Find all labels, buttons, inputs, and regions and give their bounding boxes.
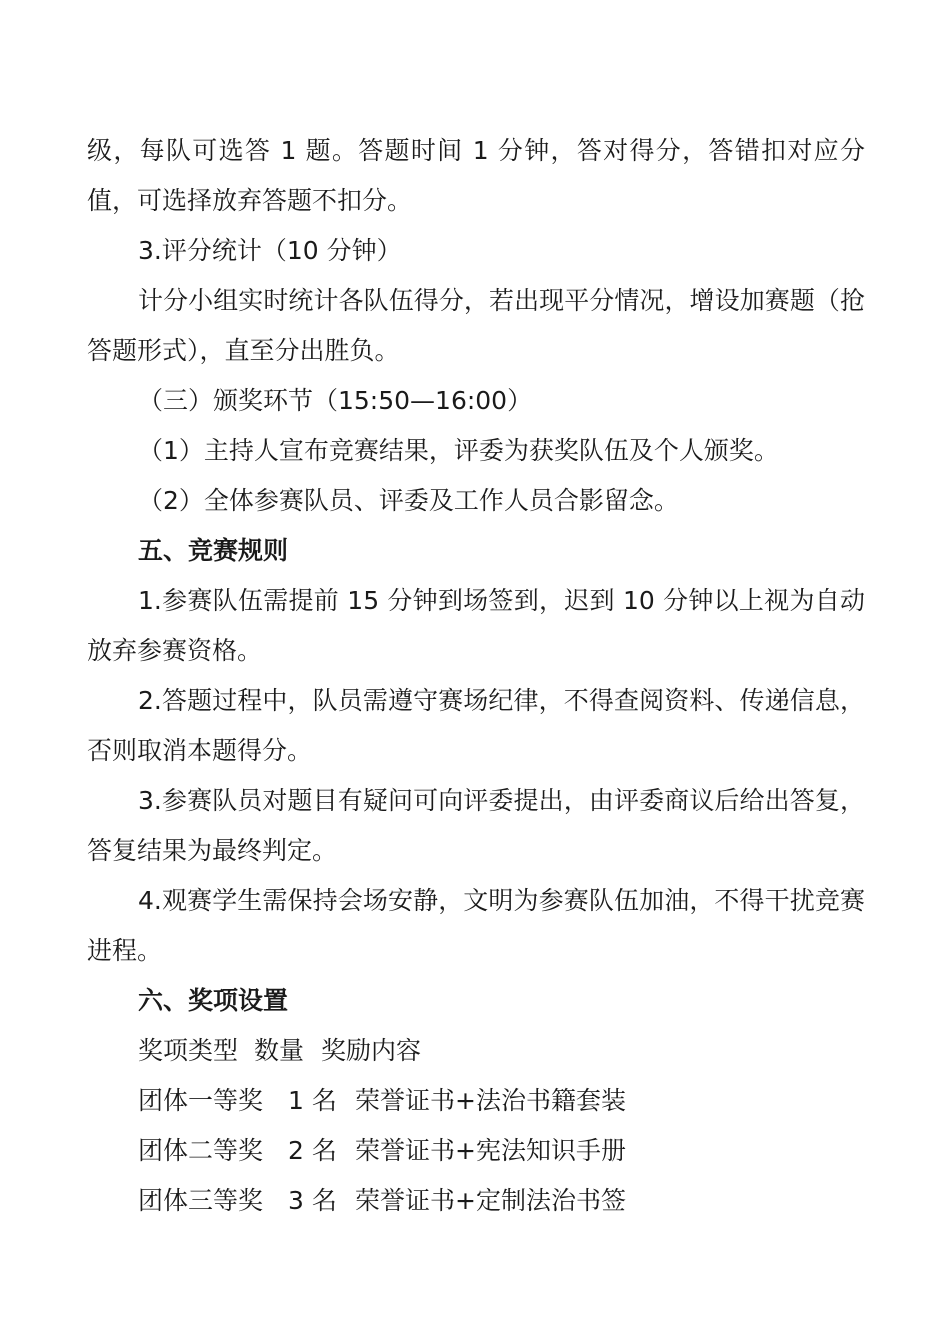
awards-header-row [87,1026,865,1076]
paragraph-award-2: （2）全体参赛队员、评委及工作人员合影留念。 [138,486,679,515]
award-row [87,1126,865,1176]
section-score-title: 3.评分统计（10 分钟） [138,236,402,265]
paragraph-award-1: （1）主持人宣布竞赛结果，评委为获奖队伍及个人颁奖。 [138,436,779,465]
award-qty: 3 名 [288,1186,337,1215]
award-type: 团体一等奖 [138,1086,264,1115]
paragraph-continuation: 级，每队可选答 1 题。答题时间 1 分钟，答对得分，答错扣对应分值，可选择放弃答题不扣分。 [87,136,865,215]
award-desc: 荣誉证书+定制法治书签 [355,1186,626,1215]
award-type: 团体二等奖 [138,1136,264,1165]
awards-header-desc: 奖励内容 [321,1036,422,1065]
awards-header-type: 奖项类型 [138,1036,239,1065]
paragraph-score-body: 计分小组实时统计各队伍得分，若出现平分情况，增设加赛题（抢答题形式），直至分出胜负。 [87,286,865,365]
document-body [87,126,865,1226]
awards-header-qty: 数量 [254,1036,305,1065]
rule-item-1: 1.参赛队伍需提前 15 分钟到场签到，迟到 10 分钟以上视为自动放弃参赛资格。 [87,586,865,665]
heading-awards: 六、奖项设置 [138,986,289,1015]
rule-item-2: 2.答题过程中，队员需遵守赛场纪律，不得查阅资料、传递信息，否则取消本题得分。 [87,686,865,765]
award-row [87,1076,865,1126]
award-desc: 荣誉证书+法治书籍套装 [355,1086,626,1115]
section-award-stage: （三）颁奖环节（15:50—16:00） [138,386,533,415]
award-row [87,1176,865,1226]
rule-item-4: 4.观赛学生需保持会场安静，文明为参赛队伍加油，不得干扰竞赛进程。 [87,886,865,965]
heading-rules: 五、竞赛规则 [138,536,289,565]
award-type: 团体三等奖 [138,1186,264,1215]
award-qty: 2 名 [288,1136,337,1165]
award-qty: 1 名 [288,1086,337,1115]
award-desc: 荣誉证书+宪法知识手册 [355,1136,626,1165]
rule-item-3: 3.参赛队员对题目有疑问可向评委提出，由评委商议后给出答复，答复结果为最终判定。 [87,786,865,865]
